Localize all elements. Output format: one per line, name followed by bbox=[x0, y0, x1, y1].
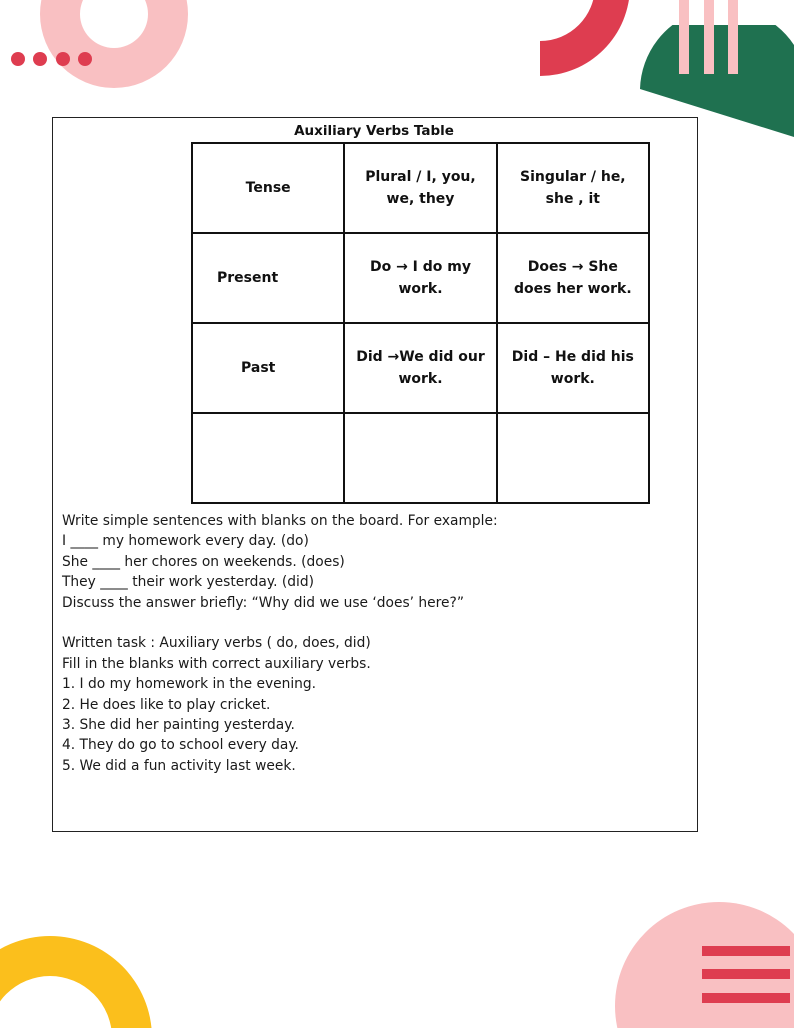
table-title: Auxiliary Verbs Table bbox=[294, 123, 454, 139]
discussion-prompt: Discuss the answer briefly: “Why did we use ‘does’ here?” bbox=[62, 594, 464, 611]
table-row-empty bbox=[192, 413, 649, 503]
example-sentence: She ____ her chores on weekends. (does) bbox=[62, 553, 345, 570]
task-title: Written task : Auxiliary verbs ( do, does, did) bbox=[62, 635, 371, 652]
task-item: 3. She did her painting yesterday. bbox=[62, 717, 295, 734]
row-past-plural: Did →We did our work. bbox=[344, 323, 496, 413]
task-item: 4. They do go to school every day. bbox=[62, 737, 299, 754]
example-sentence: They ____ their work yesterday. (did) bbox=[62, 574, 314, 591]
intro-instruction: Write simple sentences with blanks on the board. For example: bbox=[62, 513, 498, 529]
red-dots-decoration bbox=[8, 50, 98, 68]
table-row bbox=[192, 323, 649, 413]
empty-cell bbox=[497, 413, 649, 503]
lesson-text bbox=[62, 511, 682, 776]
table-header-row bbox=[192, 143, 649, 233]
empty-cell bbox=[192, 413, 344, 503]
table-row bbox=[192, 233, 649, 323]
task-item: 2. He does like to play cricket. bbox=[62, 696, 271, 713]
empty-cell bbox=[344, 413, 496, 503]
row-present-singular: Does → She does her work. bbox=[497, 233, 649, 323]
task-item: 5. We did a fun activity last week. bbox=[62, 757, 296, 774]
red-arc-decoration bbox=[540, 0, 640, 80]
task-instruction: Fill in the blanks with correct auxiliary verbs. bbox=[62, 655, 371, 672]
pink-bars-decoration bbox=[676, 0, 742, 76]
row-past-singular: Did – He did his work. bbox=[497, 323, 649, 413]
yellow-arc-decoration bbox=[0, 928, 160, 1028]
row-present-tense: Present bbox=[192, 233, 344, 323]
header-plural: Plural / I, you, we, they bbox=[344, 143, 496, 233]
task-item: 1. I do my homework in the evening. bbox=[62, 676, 317, 693]
auxiliary-verbs-table bbox=[191, 142, 650, 504]
row-past-tense: Past bbox=[192, 323, 344, 413]
header-singular: Singular / he, she , it bbox=[497, 143, 649, 233]
red-stripes-decoration bbox=[700, 944, 794, 1008]
example-sentence: I ____ my homework every day. (do) bbox=[62, 533, 309, 550]
row-present-plural: Do → I do my work. bbox=[344, 233, 496, 323]
header-tense: Tense bbox=[192, 143, 344, 233]
